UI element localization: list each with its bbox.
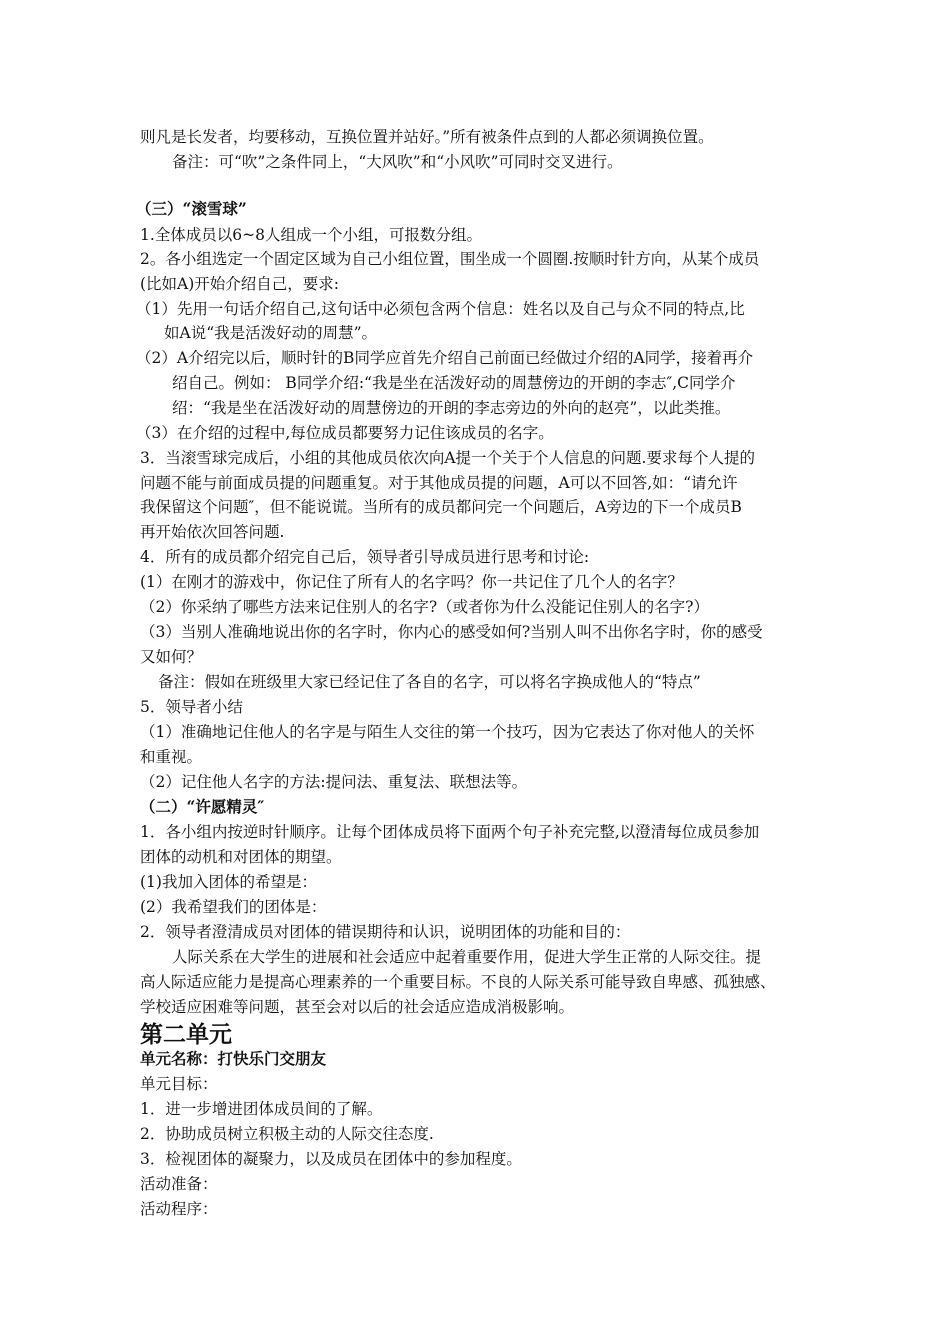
unit-heading: 第二单元 [140, 1021, 232, 1048]
text-line: 绍：“我是坐在活泼好动的周慧傍边的开朗的李志旁边的外向的赵亮”，以此类推。 [172, 399, 731, 417]
text-line: 又如何？ [140, 648, 203, 666]
text-line: （3）在介绍的过程中,每位成员都要努力记住该成员的名字。 [136, 424, 554, 442]
text-line: 高人际适应能力是提高心理素养的一个重要目标。不良的人际关系可能导致自卑感、孤独感、 [140, 973, 776, 991]
text-line: 人际关系在大学生的进展和社会适应中起着重要作用，促进大学生正常的人际交往。提 [172, 948, 762, 966]
section-heading-wish-spirit: （二）“许愿精灵″ [140, 797, 265, 816]
note-line: 备注：假如在班级里大家已经记住了各自的名字，可以将名字换成他人的“特点” [158, 673, 701, 691]
text-line: （3）当别人准确地说出你的名字时，你内心的感受如何?当别人叫不出你名字时，你的感受 [140, 623, 763, 641]
text-line: 团体的动机和对团体的期望。 [140, 848, 342, 866]
unit-name: 单元名称：打快乐门交朋友 [140, 1049, 327, 1068]
text-line: 4．所有的成员都介绍完自己后，领导者引导成员进行思考和讨论: [140, 548, 590, 566]
text-line: （2）记住他人名字的方法:提问法、重复法、联想法等。 [140, 773, 528, 791]
text-line: 1．进一步增进团体成员间的了解。 [140, 1100, 383, 1118]
text-line: 1.全体成员以6~8人组成一个小组，可报数分组。 [140, 226, 483, 244]
text-line: （1）先用一句话介绍自己,这句话中必须包含两个信息：姓名以及自己与众不同的特点,比 [136, 300, 745, 318]
text-line: 3．当滚雪球完成后，小组的其他成员依次向A提一个关于个人信息的问题.要求每个人提的 [140, 449, 755, 467]
text-line: （1）准确地记住他人的名字是与陌生人交往的第一个技巧，因为它表达了你对他人的关怀 [140, 723, 755, 741]
text-line: 活动准备： [140, 1175, 218, 1193]
text-line: 2．协助成员树立积极主动的人际交往态度. [140, 1125, 434, 1143]
text-line: 如A说“我是活泼好动的周慧”。 [164, 324, 378, 342]
text-line: 2。各小组选定一个固定区域为自己小组位置，围坐成一个圆圈.按顺时针方向，从某个成员 [140, 250, 760, 268]
section-heading-snowball: （三）“滚雪球” [136, 199, 247, 218]
text-line: 5．领导者小结 [140, 698, 243, 716]
text-line: (2）我希望我们的团体是： [140, 898, 327, 916]
text-line: 3．检视团体的凝聚力，以及成员在团体中的参加程度。 [140, 1150, 522, 1168]
text-line: (比如A)开始介绍自己，要求: [140, 275, 340, 293]
text-line: 1．各小组内按逆时针顺序。让每个团体成员将下面两个句子补充完整,以澄清每位成员参加 [140, 823, 760, 841]
text-line: （2）你采纳了哪些方法来记住别人的名字?（或者你为什么没能记住别人的名字?） [140, 598, 709, 616]
text-line: 我保留这个问题″，但不能说谎。当所有的成员都问完一个问题后，A旁边的下一个成员B [140, 498, 742, 516]
text-line: (1)我加入团体的希望是： [140, 873, 317, 891]
text-line: 单元目标： [140, 1075, 218, 1093]
text-line: (1）在刚才的游戏中，你记住了所有人的名字吗？你一共记住了几个人的名字？ [140, 573, 683, 591]
note-line: 备注：可“吹”之条件同上，“大风吹”和“小风吹”可同时交叉进行。 [172, 153, 623, 171]
text-line: 问题不能与前面成员提的问题重复。对于其他成员提的问题，A可以不回答,如：“请允许 [140, 474, 738, 492]
text-line: （2）A介绍完以后，顺时针的B同学应首先介绍自己前面已经做过介绍的A同学，接着再介 [136, 349, 754, 367]
text-line: 绍自己。例如： B同学介绍:“我是坐在活泼好动的周慧傍边的开朗的李志″,C同学介 [172, 374, 736, 392]
text-line: 再开始依次回答问题. [140, 523, 285, 541]
text-line: 和重视。 [140, 748, 203, 766]
text-line: 2．领导者澄清成员对团体的错误期待和认识，说明团体的功能和目的： [140, 923, 631, 941]
text-line: 则凡是长发者，均要移动，互换位置并站好。”所有被条件点到的人都必须调换位置。 [140, 128, 714, 146]
text-line: 学校适应困难等问题，甚至会对以后的社会适应造成消极影响。 [140, 998, 575, 1016]
text-line: 活动程序： [140, 1200, 218, 1218]
